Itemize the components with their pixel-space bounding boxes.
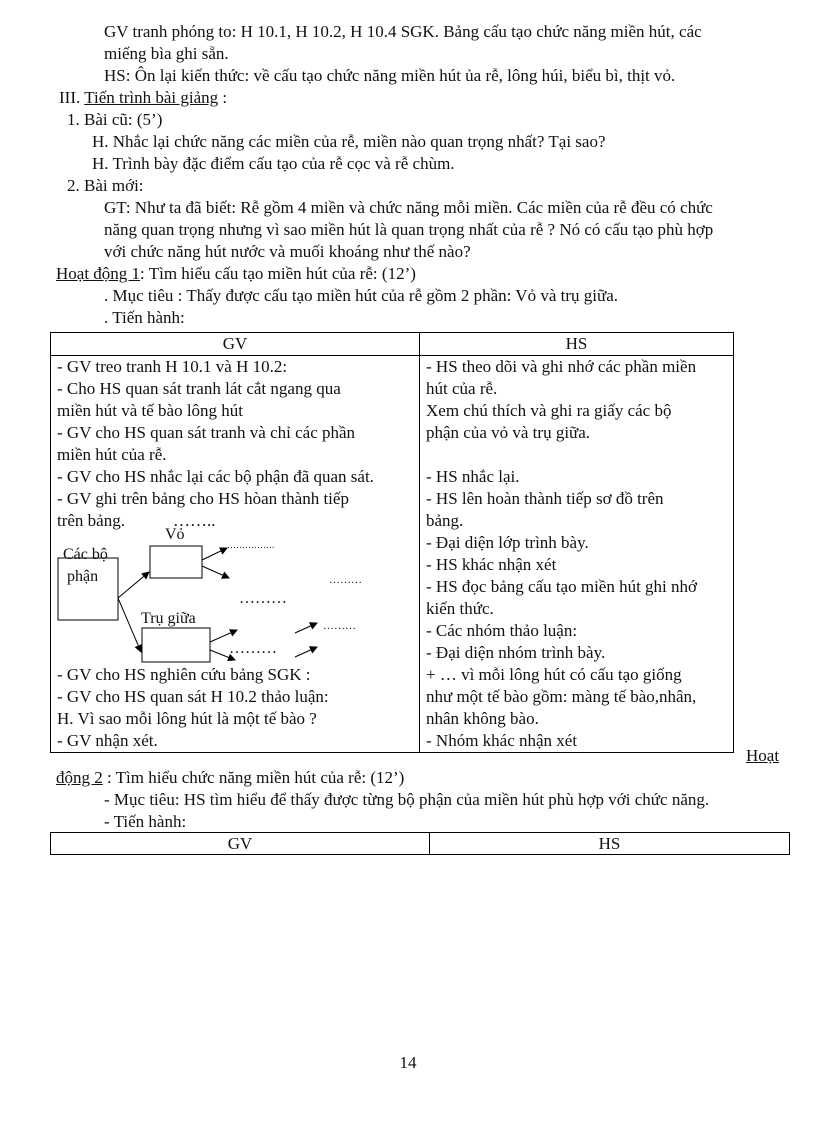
- page-number: 14: [399, 1053, 417, 1072]
- gv-dots: ……..: [172, 511, 216, 530]
- arrow-vo-1: [202, 548, 227, 560]
- gv-line: H. Vì sao mỗi lông hút là một tế bào ?: [57, 709, 317, 728]
- label-tru-giua: Trụ giữa: [141, 610, 196, 627]
- gv-line: - GV treo tranh H 10.1 và H 10.2:: [57, 357, 288, 376]
- label-vo: Vỏ: [165, 526, 185, 543]
- box-tru-giua: [142, 628, 210, 662]
- table-header-gv: GV: [51, 333, 420, 356]
- hs-line: + … vì mỗi lông hút có cấu tạo giống: [426, 665, 682, 684]
- hs-column: [420, 356, 734, 753]
- hs-line: - Đại diện lớp trình bày.: [426, 533, 589, 552]
- intro-line-1: GV tranh phóng to: H 10.1, H 10.2, H 10.4 SGK. Bảng cấu tạo chức năng miền hút, các: [104, 22, 702, 41]
- activity-2-table: [50, 832, 790, 855]
- gv-line: - GV cho HS nhắc lại các bộ phận đã quan sát.: [57, 467, 374, 486]
- structure-diagram: [57, 526, 413, 664]
- dots-5: ………: [229, 640, 277, 657]
- old-lesson-question-2: H. Trình bày đặc điểm cấu tạo của rễ cọc và rễ chùm.: [92, 154, 455, 173]
- gv-line: - GV cho HS quan sát H 10.2 thảo luận:: [57, 687, 329, 706]
- intro-gt-line-1: GT: Như ta đã biết: Rễ gồm 4 miền và chức năng mỗi miền. Các miền của rễ đều có chức: [104, 198, 713, 217]
- hs-line: - Đại diện nhóm trình bày.: [426, 643, 606, 662]
- hs-line: hút của rễ.: [426, 379, 498, 398]
- label-phan: phận: [67, 568, 99, 585]
- section-roman: III.: [59, 88, 81, 107]
- gv-line: - GV nhận xét.: [57, 731, 158, 750]
- hs-line: kiến thức.: [426, 599, 494, 618]
- hs-line: - Các nhóm thảo luận:: [426, 621, 578, 640]
- activity-1-heading: [56, 263, 416, 285]
- table-header-hs: HS: [420, 333, 734, 356]
- gv-line: [57, 510, 413, 532]
- dots-1: …………….: [227, 540, 275, 550]
- old-lesson-heading: 1. Bài cũ: (5’): [67, 110, 163, 129]
- hs-line: nhân không bào.: [426, 709, 539, 728]
- activity-1-process: . Tiến hành:: [104, 308, 185, 327]
- gv-line: - Cho HS quan sát tranh lát cắt ngang qua: [57, 379, 341, 398]
- section-colon: :: [218, 88, 228, 107]
- activity-2-title-part1: Hoạt: [746, 746, 780, 765]
- arrow-tru-3: [295, 623, 317, 633]
- hs-line: bảng.: [426, 511, 464, 530]
- activity-1-table: [50, 332, 734, 753]
- activity-1-objective: . Mục tiêu : Thấy được cấu tạo miền hút của rễ gồm 2 phần: Vỏ và trụ giữa.: [104, 286, 618, 305]
- hs-line: - HS theo dõi và ghi nhớ các phần miền: [426, 357, 697, 376]
- table2-header-gv: GV: [51, 833, 430, 855]
- activity-2-title-part2: động 2: [56, 768, 103, 787]
- new-lesson-heading: 2. Bài mới:: [67, 176, 144, 195]
- box-vo: [150, 546, 202, 578]
- gv-column: [51, 356, 420, 753]
- old-lesson-question-1: H. Nhắc lại chức năng các miền của rễ, miền nào quan trọng nhất? Tại sao?: [92, 132, 606, 151]
- hs-line: Xem chú thích và ghi ra giấy các bộ: [426, 401, 672, 420]
- table2-header-hs: HS: [430, 833, 790, 855]
- section-heading: [59, 87, 227, 109]
- dots-2: ………: [239, 590, 287, 607]
- section-title: Tiến trình bài giảng: [84, 88, 219, 107]
- dots-3: ………: [329, 574, 362, 586]
- intro-line-3: HS: Ôn lại kiến thức: về cấu tạo chức năng miền hút ủa rễ, lông húi, biểu bì, thịt vỏ.: [104, 66, 676, 85]
- activity-2-process: - Tiến hành:: [104, 812, 187, 831]
- intro-gt-line-2: năng quan trọng nhưng vì sao miền hút là quan trọng nhất của rễ ? Nó có cấu tạo phù hợp: [104, 220, 714, 239]
- gv-line: miền hút của rễ.: [57, 445, 167, 464]
- activity-1-rest: : Tìm hiểu cấu tạo miền hút của rễ: (12’): [140, 264, 416, 283]
- gv-line-text: trên bảng.: [57, 511, 125, 530]
- activity-2-objective: - Mục tiêu: HS tìm hiểu để thấy được từng bộ phận của miền hút phù hợp với chức năng.: [104, 790, 710, 809]
- dots-4: ………: [323, 620, 356, 632]
- label-cac-bo: Các bộ: [63, 546, 108, 563]
- arrow-to-tru-giua: [118, 598, 141, 652]
- activity-1-title: Hoạt động 1: [56, 264, 141, 283]
- intro-line-2: miếng bìa ghi sẵn.: [104, 44, 229, 63]
- intro-gt-line-3: với chức năng hút nước và muối khoáng như thế nào?: [104, 242, 471, 261]
- gv-line: - GV cho HS quan sát tranh và chỉ các phần: [57, 423, 356, 442]
- arrow-vo-2: [202, 566, 229, 578]
- hs-line: [426, 444, 727, 466]
- activity-2-heading: [56, 767, 404, 789]
- hs-line: - Nhóm khác nhận xét: [426, 731, 578, 750]
- hs-line: như một tế bào gồm: màng tế bào,nhân,: [426, 687, 697, 706]
- arrow-to-vo: [118, 572, 149, 598]
- activity-2-rest: : Tìm hiểu chức năng miền hút của rễ: (12’): [102, 768, 405, 787]
- hs-line: - HS đọc bảng cấu tạo miền hút ghi nhớ: [426, 577, 698, 596]
- gv-line: miền hút và tế bào lông hút: [57, 401, 244, 420]
- gv-line: - GV cho HS nghiên cứu bảng SGK :: [57, 665, 311, 684]
- hs-line: - HS lên hoàn thành tiếp sơ đồ trên: [426, 489, 664, 508]
- arrow-tru-4: [295, 647, 317, 657]
- hs-line: - HS nhắc lại.: [426, 467, 520, 486]
- gv-line: - GV ghi trên bảng cho HS hòan thành tiếp: [57, 489, 349, 508]
- hs-line: - HS khác nhận xét: [426, 555, 557, 574]
- hs-line: phận của vỏ và trụ giữa.: [426, 423, 591, 442]
